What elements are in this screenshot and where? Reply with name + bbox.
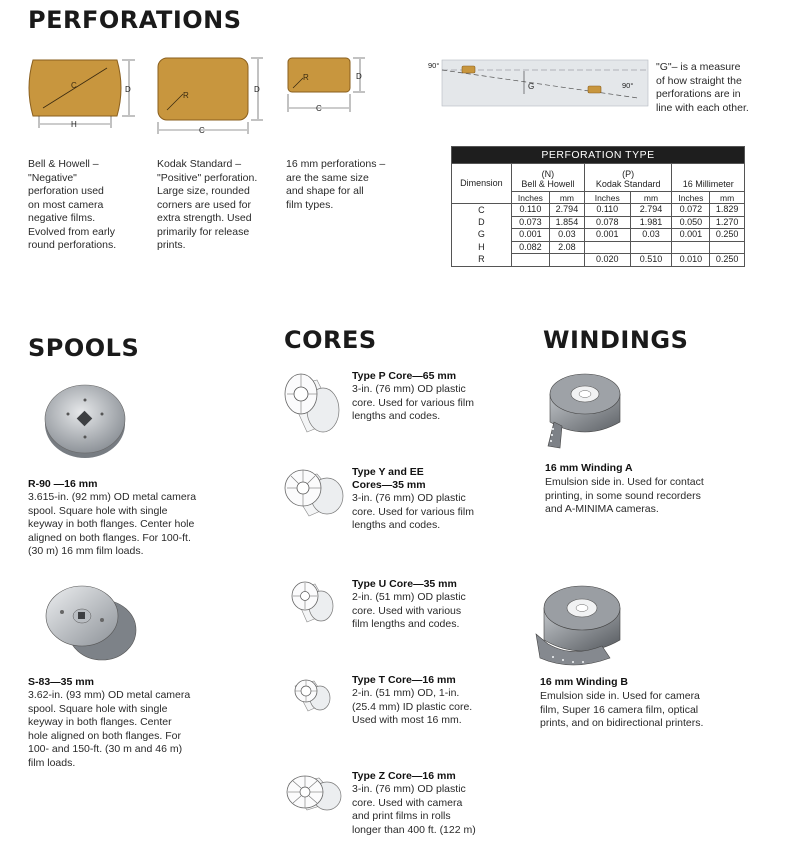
table-row: D 0.073 1.854 0.078 1.981 0.050 1.270 [452,216,745,229]
winding-b-title: 16 mm Winding B [540,676,628,688]
type-t-core-description: 2-in. (51 mm) OD, 1-in. (25.4 mm) ID plastic core. Used with most 16 mm. [352,687,473,726]
dimension-header: Dimension [452,164,512,204]
s83-spool-title: S-83—35 mm [28,676,94,688]
angle-label-1: 90° [428,61,440,70]
spools-heading: SPOOLS [28,334,140,362]
label-h: H [71,120,77,129]
windings-heading: WINDINGS [543,326,689,354]
label-c: C [316,104,322,113]
perforation-type-table: PERFORATION TYPE Dimension (N) Bell & Howell (P) Kodak Standard 16 Millimeter Inches mm Inches mm Inches mm C 0.110 2.794 0.110 2.794 0.072 1.829 D 0.073 1.854 0.078 1.981 0.050 1.270 G 0.001 0.03 0.001 0.03 0.001 0.250 H 0.082 2.08 R 0.020 0.510 0.010 0.250 [451,146,745,267]
table-title: PERFORATION TYPE [452,147,745,164]
type-y-ee-core-description: 3-in. (76 mm) OD plastic core. Used for various film lengths and codes. [352,492,474,531]
winding-a-image [540,364,630,454]
winding-a-title: 16 mm Winding A [545,462,633,474]
type-u-core-description: 2-in. (51 mm) OD plastic core. Used with various film lengths and codes. [352,591,466,630]
label-d: D [356,72,362,81]
r90-spool-title: R-90 —16 mm [28,478,98,490]
mm16-description: 16 mm perforations – are the same size and shape for all film types. [286,158,386,211]
type-y-ee-core-image [279,466,349,524]
r90-spool-description: 3.615-in. (92 mm) OD metal camera spool. Square hole with single keyway in both flanges. Center hole aligned on both flanges. For 100-ft. (30 m) 16 mm film loads. [28,491,197,557]
table-row: H 0.082 2.08 [452,241,745,254]
type-z-core-image [283,772,347,816]
g-measure-note: "G"– is a measure of how straight the perforations are in line with each other. [656,61,749,114]
label-c: C [71,81,77,90]
kodak-standard-description: Kodak Standard – "Positive" perforation. Large size, rounded corners are used for extra strength. Used primarily for release prints. [157,158,258,251]
film-strip-g-diagram [428,58,650,118]
table-row: G 0.001 0.03 0.001 0.03 0.001 0.250 [452,229,745,242]
label-c: C [199,126,205,135]
label-g: G [528,82,535,91]
bell-howell-description: Bell & Howell – "Negative" perforation used on most camera negative films. Evolved from early round perforations. [28,158,117,251]
type-z-core-description: 3-in. (76 mm) OD plastic core. Used with camera and print films in rolls longer than 400 ft. (122 m) [352,783,476,836]
label-d: D [125,85,131,94]
type-p-core-description: 3-in. (76 mm) OD plastic core. Used for various film lengths and codes. [352,383,474,422]
table-row: R 0.020 0.510 0.010 0.250 [452,254,745,267]
kodak-standard-perforation-diagram [155,52,270,138]
bell-howell-perforation-diagram [25,52,145,132]
group-header-bell-howell: (N) Bell & Howell [511,164,584,192]
s83-spool-description: 3.62-in. (93 mm) OD metal camera spool. Square hole with single keyway in both flanges. Center hole aligned on both flanges. For 100- and 150-ft. (30 m and 46 m) film loads. [28,689,191,769]
label-r: R [183,91,189,100]
label-d: D [254,85,260,94]
type-u-core-image [287,578,339,628]
winding-a-description: Emulsion side in. Used for contact printing, in some sound recorders and A-MINIMA cameras. [545,476,704,515]
type-p-core-image [277,370,347,440]
label-r: R [303,73,309,82]
perforations-heading: PERFORATIONS [28,6,242,34]
winding-b-description: Emulsion side in. Used for camera film, Super 16 camera film, optical prints, and on bidirectional printers. [540,690,704,729]
type-y-ee-core-title: Type Y and EE Cores—35 mm [352,466,426,491]
type-t-core-image [290,676,336,716]
mm16-perforation-diagram [285,52,375,118]
type-p-core-title: Type P Core—65 mm [352,370,457,382]
group-header-kodak: (P) Kodak Standard [584,164,672,192]
type-t-core-title: Type T Core—16 mm [352,674,456,686]
winding-b-image [532,578,632,674]
cores-heading: CORES [284,326,377,354]
type-z-core-title: Type Z Core—16 mm [352,770,456,782]
type-u-core-title: Type U Core—35 mm [352,578,457,590]
group-header-16mm: 16 Millimeter [672,164,745,192]
angle-label-2: 90° [622,81,634,90]
s83-spool-image [40,578,140,668]
r90-spool-image [40,380,130,460]
table-row: C 0.110 2.794 0.110 2.794 0.072 1.829 [452,204,745,217]
